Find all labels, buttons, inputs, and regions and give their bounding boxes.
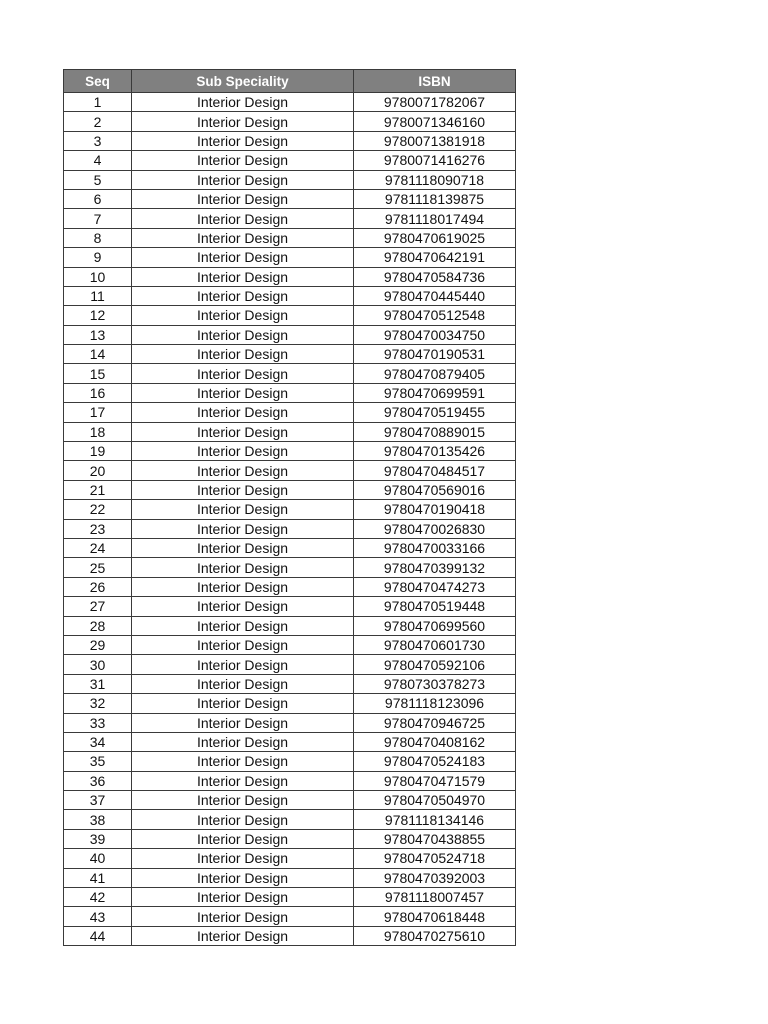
cell-isbn: 9780470524718 <box>354 849 516 868</box>
cell-isbn: 9780470946725 <box>354 713 516 732</box>
cell-seq: 11 <box>64 286 132 305</box>
table-row <box>64 616 516 635</box>
table-row <box>64 480 516 499</box>
cell-seq: 13 <box>64 325 132 344</box>
table-row <box>64 93 516 112</box>
cell-sub-speciality: Interior Design <box>132 849 354 868</box>
table-row <box>64 655 516 674</box>
cell-seq: 5 <box>64 170 132 189</box>
cell-seq: 42 <box>64 888 132 907</box>
cell-sub-speciality: Interior Design <box>132 635 354 654</box>
cell-sub-speciality: Interior Design <box>132 732 354 751</box>
header-seq: Seq <box>64 70 132 93</box>
cell-sub-speciality: Interior Design <box>132 713 354 732</box>
cell-isbn: 9781118139875 <box>354 189 516 208</box>
cell-sub-speciality: Interior Design <box>132 888 354 907</box>
table-row <box>64 403 516 422</box>
cell-sub-speciality: Interior Design <box>132 248 354 267</box>
table-row <box>64 907 516 926</box>
cell-sub-speciality: Interior Design <box>132 558 354 577</box>
cell-isbn: 9780470699591 <box>354 383 516 402</box>
cell-seq: 39 <box>64 829 132 848</box>
cell-sub-speciality: Interior Design <box>132 364 354 383</box>
cell-seq: 15 <box>64 364 132 383</box>
cell-sub-speciality: Interior Design <box>132 752 354 771</box>
table-row <box>64 577 516 596</box>
cell-sub-speciality: Interior Design <box>132 93 354 112</box>
cell-isbn: 9780470601730 <box>354 635 516 654</box>
cell-isbn: 9780470642191 <box>354 248 516 267</box>
cell-isbn: 9780470026830 <box>354 519 516 538</box>
cell-sub-speciality: Interior Design <box>132 926 354 945</box>
table-row <box>64 713 516 732</box>
table-row <box>64 442 516 461</box>
cell-sub-speciality: Interior Design <box>132 694 354 713</box>
table-row <box>64 228 516 247</box>
cell-isbn: 9780470484517 <box>354 461 516 480</box>
cell-sub-speciality: Interior Design <box>132 228 354 247</box>
cell-isbn: 9781118123096 <box>354 694 516 713</box>
table-row <box>64 810 516 829</box>
table-row <box>64 732 516 751</box>
cell-sub-speciality: Interior Design <box>132 907 354 926</box>
cell-isbn: 9780071782067 <box>354 93 516 112</box>
cell-isbn: 9780470275610 <box>354 926 516 945</box>
cell-sub-speciality: Interior Design <box>132 500 354 519</box>
cell-sub-speciality: Interior Design <box>132 538 354 557</box>
cell-seq: 31 <box>64 674 132 693</box>
cell-seq: 26 <box>64 577 132 596</box>
cell-isbn: 9780071381918 <box>354 131 516 150</box>
cell-sub-speciality: Interior Design <box>132 868 354 887</box>
cell-isbn: 9780470879405 <box>354 364 516 383</box>
cell-isbn: 9780470618448 <box>354 907 516 926</box>
spreadsheet <box>63 69 516 946</box>
table-row <box>64 345 516 364</box>
cell-sub-speciality: Interior Design <box>132 170 354 189</box>
cell-sub-speciality: Interior Design <box>132 480 354 499</box>
cell-seq: 35 <box>64 752 132 771</box>
table-row <box>64 888 516 907</box>
cell-seq: 10 <box>64 267 132 286</box>
cell-sub-speciality: Interior Design <box>132 597 354 616</box>
cell-seq: 20 <box>64 461 132 480</box>
table-row <box>64 112 516 131</box>
cell-isbn: 9780470519455 <box>354 403 516 422</box>
table-row <box>64 364 516 383</box>
table-row <box>64 849 516 868</box>
cell-sub-speciality: Interior Design <box>132 771 354 790</box>
table-row <box>64 558 516 577</box>
cell-isbn: 9780470569016 <box>354 480 516 499</box>
cell-seq: 27 <box>64 597 132 616</box>
table-row <box>64 248 516 267</box>
cell-isbn: 9780470438855 <box>354 829 516 848</box>
table-row <box>64 926 516 945</box>
table-body <box>64 93 516 946</box>
table-header <box>64 70 516 93</box>
table-row <box>64 189 516 208</box>
cell-seq: 29 <box>64 635 132 654</box>
cell-sub-speciality: Interior Design <box>132 267 354 286</box>
cell-isbn: 9780470190531 <box>354 345 516 364</box>
cell-isbn: 9780470699560 <box>354 616 516 635</box>
cell-seq: 24 <box>64 538 132 557</box>
cell-sub-speciality: Interior Design <box>132 655 354 674</box>
cell-sub-speciality: Interior Design <box>132 461 354 480</box>
table-row <box>64 461 516 480</box>
cell-sub-speciality: Interior Design <box>132 810 354 829</box>
cell-seq: 7 <box>64 209 132 228</box>
table-row <box>64 694 516 713</box>
table-row <box>64 209 516 228</box>
table-row <box>64 151 516 170</box>
header-isbn: ISBN <box>354 70 516 93</box>
cell-seq: 34 <box>64 732 132 751</box>
cell-seq: 2 <box>64 112 132 131</box>
cell-seq: 19 <box>64 442 132 461</box>
cell-sub-speciality: Interior Design <box>132 209 354 228</box>
cell-sub-speciality: Interior Design <box>132 383 354 402</box>
cell-isbn: 9780470524183 <box>354 752 516 771</box>
cell-seq: 17 <box>64 403 132 422</box>
table-row <box>64 325 516 344</box>
cell-isbn: 9780470135426 <box>354 442 516 461</box>
header-sub-speciality: Sub Speciality <box>132 70 354 93</box>
cell-isbn: 9780730378273 <box>354 674 516 693</box>
cell-sub-speciality: Interior Design <box>132 286 354 305</box>
cell-sub-speciality: Interior Design <box>132 403 354 422</box>
cell-isbn: 9780470592106 <box>354 655 516 674</box>
cell-seq: 40 <box>64 849 132 868</box>
cell-seq: 14 <box>64 345 132 364</box>
cell-seq: 30 <box>64 655 132 674</box>
cell-isbn: 9780470034750 <box>354 325 516 344</box>
cell-seq: 12 <box>64 306 132 325</box>
table-row <box>64 383 516 402</box>
table-row <box>64 829 516 848</box>
cell-seq: 4 <box>64 151 132 170</box>
cell-sub-speciality: Interior Design <box>132 829 354 848</box>
table-row <box>64 538 516 557</box>
cell-seq: 9 <box>64 248 132 267</box>
cell-isbn: 9780470399132 <box>354 558 516 577</box>
cell-isbn: 9780470408162 <box>354 732 516 751</box>
cell-isbn: 9780470190418 <box>354 500 516 519</box>
cell-sub-speciality: Interior Design <box>132 112 354 131</box>
cell-seq: 16 <box>64 383 132 402</box>
cell-isbn: 9781118017494 <box>354 209 516 228</box>
cell-seq: 36 <box>64 771 132 790</box>
cell-isbn: 9780470504970 <box>354 791 516 810</box>
cell-sub-speciality: Interior Design <box>132 151 354 170</box>
cell-isbn: 9780470033166 <box>354 538 516 557</box>
cell-isbn: 9780071416276 <box>354 151 516 170</box>
cell-seq: 44 <box>64 926 132 945</box>
cell-seq: 38 <box>64 810 132 829</box>
cell-seq: 43 <box>64 907 132 926</box>
cell-seq: 28 <box>64 616 132 635</box>
cell-isbn: 9780470584736 <box>354 267 516 286</box>
cell-sub-speciality: Interior Design <box>132 577 354 596</box>
cell-seq: 33 <box>64 713 132 732</box>
table-row <box>64 286 516 305</box>
cell-seq: 21 <box>64 480 132 499</box>
table-row <box>64 674 516 693</box>
cell-sub-speciality: Interior Design <box>132 131 354 150</box>
cell-seq: 23 <box>64 519 132 538</box>
cell-seq: 41 <box>64 868 132 887</box>
cell-isbn: 9780470512548 <box>354 306 516 325</box>
cell-sub-speciality: Interior Design <box>132 325 354 344</box>
cell-sub-speciality: Interior Design <box>132 306 354 325</box>
cell-isbn: 9780470519448 <box>354 597 516 616</box>
table-row <box>64 868 516 887</box>
table-row <box>64 170 516 189</box>
table-row <box>64 267 516 286</box>
cell-isbn: 9780470619025 <box>354 228 516 247</box>
table-row <box>64 597 516 616</box>
cell-seq: 18 <box>64 422 132 441</box>
table-row <box>64 752 516 771</box>
table-row <box>64 131 516 150</box>
isbn-table <box>63 69 516 946</box>
cell-sub-speciality: Interior Design <box>132 422 354 441</box>
cell-seq: 8 <box>64 228 132 247</box>
table-row <box>64 771 516 790</box>
cell-sub-speciality: Interior Design <box>132 616 354 635</box>
cell-isbn: 9780470889015 <box>354 422 516 441</box>
cell-seq: 25 <box>64 558 132 577</box>
cell-isbn: 9781118090718 <box>354 170 516 189</box>
cell-isbn: 9780470392003 <box>354 868 516 887</box>
cell-isbn: 9781118007457 <box>354 888 516 907</box>
cell-isbn: 9780470445440 <box>354 286 516 305</box>
table-row <box>64 500 516 519</box>
cell-sub-speciality: Interior Design <box>132 345 354 364</box>
table-row <box>64 306 516 325</box>
cell-seq: 6 <box>64 189 132 208</box>
cell-sub-speciality: Interior Design <box>132 674 354 693</box>
cell-seq: 22 <box>64 500 132 519</box>
header-row <box>64 70 516 93</box>
cell-isbn: 9781118134146 <box>354 810 516 829</box>
cell-sub-speciality: Interior Design <box>132 519 354 538</box>
cell-sub-speciality: Interior Design <box>132 791 354 810</box>
cell-isbn: 9780470471579 <box>354 771 516 790</box>
cell-seq: 32 <box>64 694 132 713</box>
cell-isbn: 9780470474273 <box>354 577 516 596</box>
table-row <box>64 791 516 810</box>
table-row <box>64 422 516 441</box>
cell-seq: 3 <box>64 131 132 150</box>
cell-sub-speciality: Interior Design <box>132 189 354 208</box>
cell-seq: 1 <box>64 93 132 112</box>
cell-seq: 37 <box>64 791 132 810</box>
cell-sub-speciality: Interior Design <box>132 442 354 461</box>
table-row <box>64 519 516 538</box>
table-row <box>64 635 516 654</box>
cell-isbn: 9780071346160 <box>354 112 516 131</box>
